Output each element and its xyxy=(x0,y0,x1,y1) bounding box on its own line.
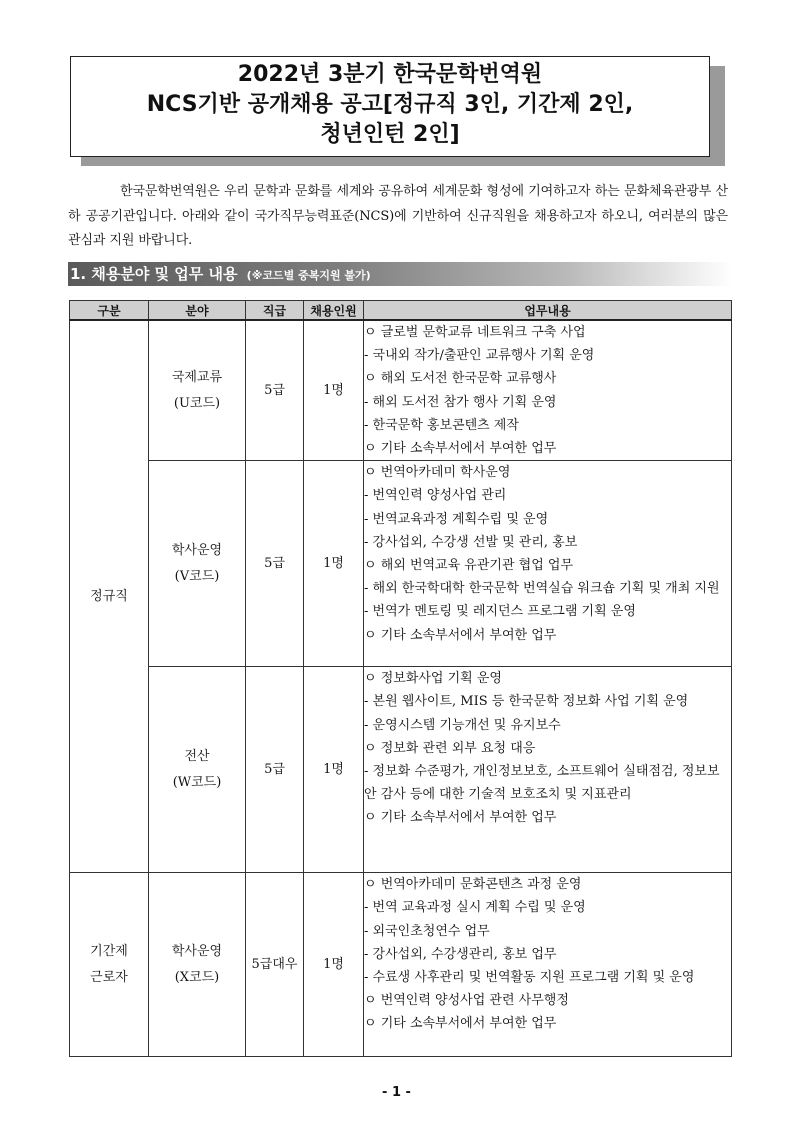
duty-item: - 강사섭외, 수강생관리, 홍보 업무 xyxy=(364,946,557,962)
field-name: 학사운영 xyxy=(171,542,223,558)
duty-item: - 한국문학 홍보콘텐츠 제작 xyxy=(364,417,519,433)
duty-item: - 국내외 작가/출판인 교류행사 기획 운영 xyxy=(364,348,595,364)
headcount-cell: 1명 xyxy=(304,320,364,461)
field-code: (X코드) xyxy=(174,969,220,985)
announcement-title xyxy=(70,56,710,157)
duties-cell xyxy=(364,461,732,667)
category-contract-line-2: 근로자 xyxy=(90,969,128,985)
duty-item: ㅇ 글로벌 문학교류 네트워크 구축 사업 xyxy=(364,325,586,340)
duty-item: - 정보화 수준평가, 개인정보보호, 소프트웨어 실태점검, 정보보안 감사 등에 대한 기술적 보호조치 및 지표관리 xyxy=(364,764,720,803)
duty-item: - 외국인초청연수 업무 xyxy=(364,923,490,939)
grade-cell: 5급 xyxy=(246,320,304,461)
field-cell xyxy=(149,873,246,1057)
duty-item: ㅇ 번역아카데미 문화콘텐츠 과정 운영 xyxy=(364,877,582,893)
duty-item: - 번역교육과정 계획수립 및 운영 xyxy=(364,511,549,527)
intro-paragraph: 한국문학번역원은 우리 문학과 문화를 세계와 공유하여 세계문화 형성에 기여하고자 하는 문화체육관광부 산하 공공기관입니다. 아래와 같이 국가직무능력표준(NCS)에 기반하여 신규직원을 채용하고자 하오니, 여러분의 많은 관심과 지원 바랍니다. xyxy=(68,184,728,248)
duty-item: - 번역가 멘토링 및 레지던스 프로그램 기획 운영 xyxy=(364,604,636,620)
duty-item: - 운영시스템 기능개선 및 유지보수 xyxy=(364,717,561,733)
page-number: - 1 - xyxy=(382,1085,411,1100)
table-row xyxy=(70,320,732,461)
header-headcount: 채용인원 xyxy=(304,301,364,321)
duty-item: - 강사섭외, 수강생 선발 및 관리, 홍보 xyxy=(364,534,578,550)
duty-item: ㅇ 정보화사업 기획 운영 xyxy=(364,671,502,687)
header-category: 구분 xyxy=(70,301,149,321)
field-cell xyxy=(149,320,246,461)
table-row xyxy=(70,667,732,873)
section-1-note: (※코드별 중복지원 불가) xyxy=(246,269,371,282)
section-1-header xyxy=(70,263,371,285)
field-cell xyxy=(149,667,246,873)
duty-item: ㅇ 기타 소속부서에서 부여한 업무 xyxy=(364,1016,557,1032)
section-1-title: 1. 채용분야 및 업무 내용 xyxy=(70,265,238,283)
field-name: 전산 xyxy=(184,748,210,764)
duty-item: ㅇ 기타 소속부서에서 부여한 업무 xyxy=(364,627,557,643)
field-code: (W코드) xyxy=(172,774,222,790)
duty-item: - 수료생 사후관리 및 번역활동 지원 프로그램 기획 및 운영 xyxy=(364,970,695,986)
headcount-cell: 1명 xyxy=(304,873,364,1057)
title-line-1: 2022년 3분기 한국문학번역원 xyxy=(237,62,543,87)
duty-item: ㅇ 해외 도서전 한국문학 교류행사 xyxy=(364,371,557,387)
duty-item: ㅇ 기타 소속부서에서 부여한 업무 xyxy=(364,810,557,826)
recruitment-table xyxy=(69,300,732,1057)
header-duties: 업무내용 xyxy=(364,301,732,321)
duty-item: ㅇ 정보화 관련 외부 요청 대응 xyxy=(364,740,536,756)
duty-item: ㅇ 기타 소속부서에서 부여한 업무 xyxy=(364,441,557,457)
category-regular: 정규직 xyxy=(90,588,128,604)
table-row xyxy=(70,461,732,667)
duty-item: ㅇ 번역인력 양성사업 관련 사무행정 xyxy=(364,993,569,1009)
duties-cell xyxy=(364,873,732,1057)
title-line-2: NCS기반 공개채용 공고[정규직 3인, 기간제 2인, xyxy=(146,92,634,117)
category-contract-line-1: 기간제 xyxy=(90,943,128,959)
intro-section xyxy=(68,180,728,254)
duty-item: ㅇ 해외 번역교육 유관기관 협업 업무 xyxy=(364,558,574,574)
header-field: 분야 xyxy=(149,301,246,321)
duty-item: - 본원 웹사이트, MIS 등 한국문학 정보화 사업 기획 운영 xyxy=(364,694,689,710)
header-grade: 직급 xyxy=(246,301,304,321)
duties-cell xyxy=(364,667,732,873)
duty-item: - 번역인력 양성사업 관리 xyxy=(364,488,507,504)
table-row xyxy=(70,873,732,1057)
duties-cell xyxy=(364,320,732,461)
headcount-cell: 1명 xyxy=(304,667,364,873)
grade-cell: 5급 xyxy=(246,461,304,667)
duty-item: - 해외 한국학대학 한국문학 번역실습 워크숍 기획 및 개최 지원 xyxy=(364,581,720,597)
category-cell xyxy=(70,873,149,1057)
field-code: (U코드) xyxy=(173,395,221,411)
title-line-3: 청년인턴 2인] xyxy=(320,122,460,147)
field-name: 학사운영 xyxy=(171,943,223,959)
field-code: (V코드) xyxy=(174,568,220,584)
field-name: 국제교류 xyxy=(171,369,223,385)
duty-item: ㅇ 번역아카데미 학사운영 xyxy=(364,465,511,481)
table-header-row xyxy=(70,301,732,321)
grade-cell: 5급대우 xyxy=(246,873,304,1057)
duty-item: - 해외 도서전 참가 행사 기획 운영 xyxy=(364,394,557,410)
duty-item: - 번역 교육과정 실시 계획 수립 및 운영 xyxy=(364,900,586,916)
grade-cell: 5급 xyxy=(246,667,304,873)
category-cell xyxy=(70,320,149,873)
headcount-cell: 1명 xyxy=(304,461,364,667)
field-cell xyxy=(149,461,246,667)
